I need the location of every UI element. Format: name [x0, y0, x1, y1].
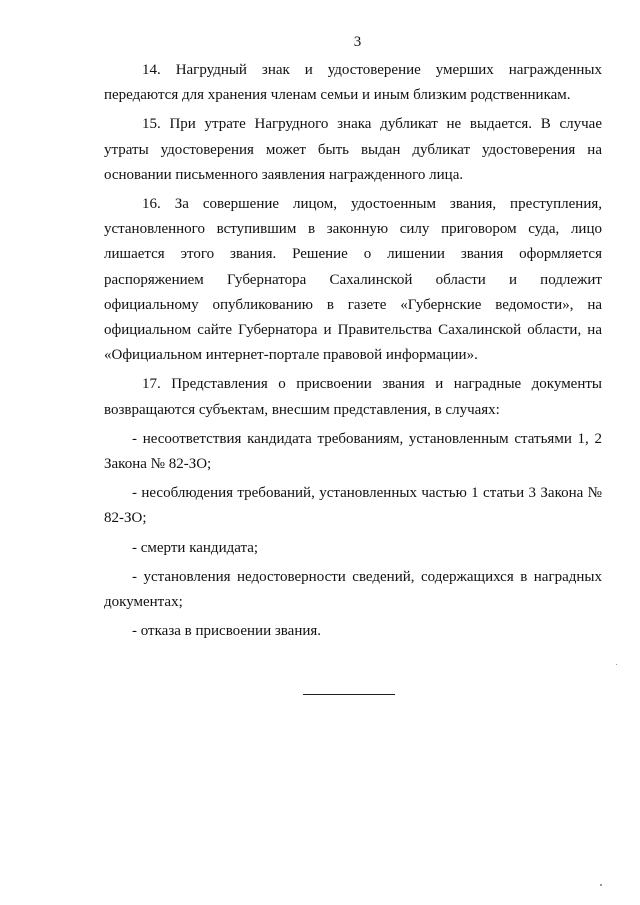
paragraph-16: 16. За совершение лицом, удостоенным звания, преступления, установленного вступившим в законную силу приговором суда, лицо лишается этого звания. Решение о лишении звания оформляется распоряжением Губернатора Сахалинской области и подлежит официальному опубликованию в газете «Губернские ведомости», на официальном сайте Губернатора и Правительства Сахалинской области, на «Официальном интернет-портале правовой информации». [104, 196, 602, 364]
page-number: 3 [353, 34, 362, 50]
closing-rule [303, 694, 395, 695]
list-item: - несоблюдения требований, установленных частью 1 статьи 3 Закона № 82-ЗО; [104, 485, 602, 527]
paragraph-14: 14. Нагрудный знак и удостоверение умерших награжденных передаются для хранения членам семьи и иным близким родственникам. [104, 62, 602, 104]
scan-speck [600, 884, 602, 886]
list-item: - установления недостоверности сведений, содержащихся в наградных документах; [104, 568, 602, 611]
list-item: - несоответствия кандидата требованиям, установленным статьями 1, 2 Закона № 82-ЗО; [104, 430, 602, 473]
list-item: - отказа в присвоении звания. [132, 623, 322, 640]
paragraph-15: 15. При утрате Нагрудного знака дубликат не выдается. В случае утраты удостоверения может быть выдан дубликат удостоверения на основании письменного заявления награжденного лица. [104, 116, 602, 183]
document-body [104, 58, 602, 648]
paragraph-17: 17. Представления о присвоении звания и наградные документы возвращаются субъектам, внесшим представления, в случаях: [104, 376, 602, 418]
scan-speck [616, 664, 617, 665]
list-item: - смерти кандидата; [132, 539, 259, 556]
